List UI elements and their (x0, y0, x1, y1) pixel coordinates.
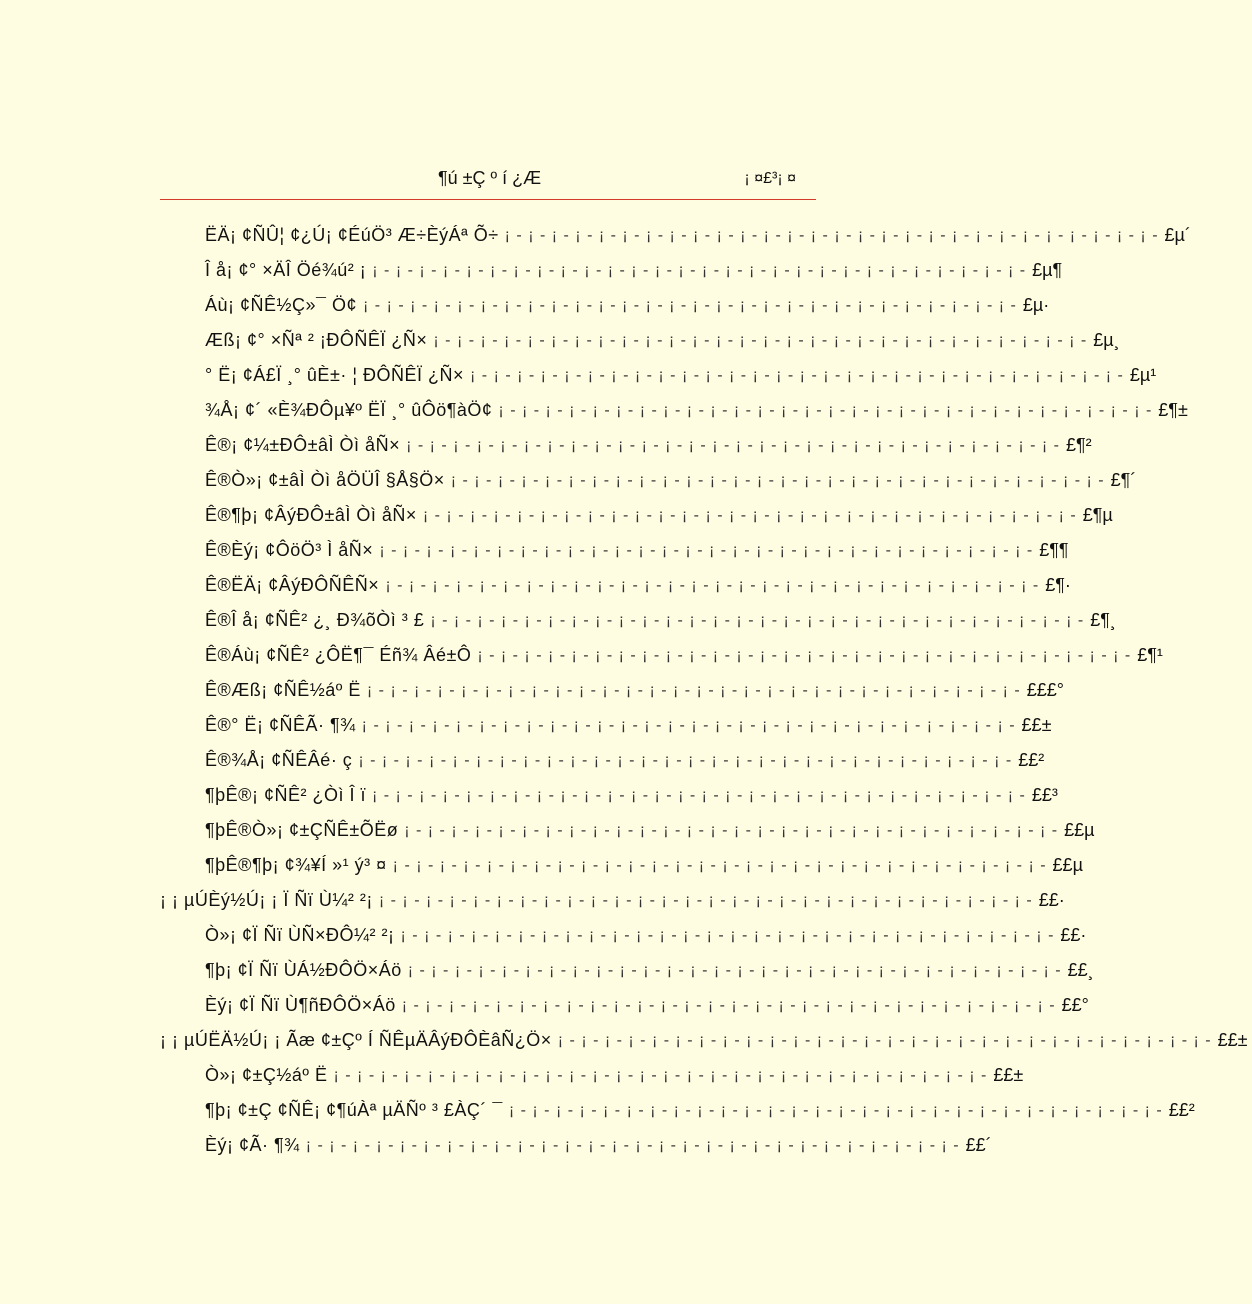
toc-entry-title: ¡ ¡ µÚËÄ½Ú¡ ¡ Ãæ ¢±Çº Í ÑÊµÄÂýÐÔÈâÑ¿Ö× (160, 1030, 552, 1050)
toc-entry-page: ££¸ (1067, 960, 1094, 980)
toc-entry[interactable] (160, 813, 1095, 848)
toc-entry-page: ££· (1038, 890, 1065, 910)
toc-entry-page: ££µ (1052, 855, 1083, 875)
toc-entry-page: ££· (1060, 925, 1087, 945)
toc-entry-page: £¶¸ (1090, 610, 1116, 630)
header-rule (160, 199, 816, 200)
toc-dot-leader: ¡ - ¡ - ¡ - ¡ - ¡ - ¡ - ¡ - ¡ - ¡ - ¡ - ¡ - ¡ - ¡ - ¡ - ¡ - ¡ - ¡ - ¡ - ¡ - ¡ - ¡ - ¡ - ¡ - ¡ - ¡ - ¡ - ¡ - ¡ - (498, 401, 1153, 419)
toc-dot-leader: ¡ - ¡ - ¡ - ¡ - ¡ - ¡ - ¡ - ¡ - ¡ - ¡ - ¡ - ¡ - ¡ - ¡ - ¡ - ¡ - ¡ - ¡ - ¡ - ¡ - ¡ - ¡ - ¡ - ¡ - ¡ - ¡ - ¡ - ¡ - (366, 681, 1021, 699)
toc-entry-title: Æß¡ ¢° ×Ñª ² ¡ÐÔÑÊÏ ¿Ñ× (205, 330, 428, 350)
toc-dot-leader: ¡ - ¡ - ¡ - ¡ - ¡ - ¡ - ¡ - ¡ - ¡ - ¡ - ¡ - ¡ - ¡ - ¡ - ¡ - ¡ - ¡ - ¡ - ¡ - ¡ - ¡ - ¡ - ¡ - ¡ - ¡ - ¡ - ¡ - ¡ - (305, 1136, 960, 1154)
toc-entry[interactable] (160, 393, 1188, 428)
toc-dot-leader: ¡ - ¡ - ¡ - ¡ - ¡ - ¡ - ¡ - ¡ - ¡ - ¡ - ¡ - ¡ - ¡ - ¡ - ¡ - ¡ - ¡ - ¡ - ¡ - ¡ - ¡ - ¡ - ¡ - ¡ - ¡ - ¡ - ¡ - ¡ - (406, 436, 1060, 454)
toc-entry-page: ££± (993, 1065, 1024, 1085)
toc-entry-page: £££° (1026, 680, 1064, 700)
toc-dot-leader: ¡ - ¡ - ¡ - ¡ - ¡ - ¡ - ¡ - ¡ - ¡ - ¡ - ¡ - ¡ - ¡ - ¡ - ¡ - ¡ - ¡ - ¡ - ¡ - ¡ - ¡ - ¡ - ¡ - ¡ - ¡ - ¡ - ¡ - ¡ - (430, 611, 1085, 629)
toc-dot-leader: ¡ - ¡ - ¡ - ¡ - ¡ - ¡ - ¡ - ¡ - ¡ - ¡ - ¡ - ¡ - ¡ - ¡ - ¡ - ¡ - ¡ - ¡ - ¡ - ¡ - ¡ - ¡ - ¡ - ¡ - ¡ - ¡ - ¡ - ¡ - (407, 961, 1062, 979)
toc-entry-page: ££³ (1031, 785, 1058, 805)
toc-entry[interactable] (160, 253, 1063, 288)
toc-entry[interactable] (160, 498, 1113, 533)
toc-entry-title: Ò»¡ ¢±Ç½áº Ë (205, 1065, 328, 1085)
toc-dot-leader: ¡ - ¡ - ¡ - ¡ - ¡ - ¡ - ¡ - ¡ - ¡ - ¡ - ¡ - ¡ - ¡ - ¡ - ¡ - ¡ - ¡ - ¡ - ¡ - ¡ - ¡ - ¡ - ¡ - ¡ - ¡ - ¡ - ¡ - ¡ - (433, 331, 1088, 349)
toc-dot-leader: ¡ - ¡ - ¡ - ¡ - ¡ - ¡ - ¡ - ¡ - ¡ - ¡ - ¡ - ¡ - ¡ - ¡ - ¡ - ¡ - ¡ - ¡ - ¡ - ¡ - ¡ - ¡ - ¡ - ¡ - ¡ - ¡ - ¡ - ¡ - (371, 786, 1026, 804)
toc-dot-leader: ¡ - ¡ - ¡ - ¡ - ¡ - ¡ - ¡ - ¡ - ¡ - ¡ - ¡ - ¡ - ¡ - ¡ - ¡ - ¡ - ¡ - ¡ - ¡ - ¡ - ¡ - ¡ - ¡ - ¡ - ¡ - ¡ - ¡ - ¡ - (385, 576, 1040, 594)
toc-entry[interactable] (160, 883, 1065, 918)
toc-entry-title: Ê®¡ ¢¼±ÐÔ±âÌ Òì åÑ× (205, 435, 401, 455)
toc-entry-title: Ê®Î å¡ ¢ÑÊ² ¿¸ Ð¾õÒì ³ £ (205, 610, 425, 630)
toc-dot-leader: ¡ - ¡ - ¡ - ¡ - ¡ - ¡ - ¡ - ¡ - ¡ - ¡ - ¡ - ¡ - ¡ - ¡ - ¡ - ¡ - ¡ - ¡ - ¡ - ¡ - ¡ - ¡ - ¡ - ¡ - ¡ - ¡ - ¡ - ¡ - (477, 646, 1132, 664)
toc-entry-page: £µ¹ (1129, 365, 1157, 385)
toc-dot-leader: ¡ - ¡ - ¡ - ¡ - ¡ - ¡ - ¡ - ¡ - ¡ - ¡ - ¡ - ¡ - ¡ - ¡ - ¡ - ¡ - ¡ - ¡ - ¡ - ¡ - ¡ - ¡ - ¡ - ¡ - ¡ - ¡ - ¡ - ¡ - (450, 471, 1105, 489)
toc-dot-leader: ¡ - ¡ - ¡ - ¡ - ¡ - ¡ - ¡ - ¡ - ¡ - ¡ - ¡ - ¡ - ¡ - ¡ - ¡ - ¡ - ¡ - ¡ - ¡ - ¡ - ¡ - ¡ - ¡ - ¡ - ¡ - ¡ - ¡ - ¡ - (378, 891, 1033, 909)
toc-entry-page: £µ¸ (1093, 330, 1120, 350)
toc-entry[interactable] (160, 463, 1137, 498)
toc-entry-page: £¶´ (1110, 470, 1137, 490)
toc-entry[interactable] (160, 918, 1087, 953)
toc-entry-page: ££± (1021, 715, 1052, 735)
toc-dot-leader: ¡ - ¡ - ¡ - ¡ - ¡ - ¡ - ¡ - ¡ - ¡ - ¡ - ¡ - ¡ - ¡ - ¡ - ¡ - ¡ - ¡ - ¡ - ¡ - ¡ - ¡ - ¡ - ¡ - ¡ - ¡ - ¡ - ¡ - ¡ - (422, 506, 1077, 524)
toc-entry[interactable] (160, 673, 1064, 708)
toc-entry-title: Ò»¡ ¢Ï Ñï ÙÑ×ÐÔ¼² ²¡ (205, 925, 395, 945)
toc-entry[interactable] (160, 848, 1083, 883)
toc-entry-page: £¶· (1045, 575, 1071, 595)
toc-entry-page: ££± (1217, 1030, 1248, 1050)
toc-entry-title: ¾Å¡ ¢´ «È¾ÐÔµ¥º ËÏ ¸° ûÔö¶àÖ¢ (205, 400, 493, 420)
toc-entry-title: Ê®ËÄ¡ ¢ÂýÐÔÑÊÑ× (205, 575, 380, 595)
toc-entry[interactable] (160, 533, 1069, 568)
toc-entry-page: £µ¶ (1032, 260, 1063, 280)
toc-entry[interactable] (160, 1023, 1248, 1058)
toc-entry[interactable] (160, 1093, 1195, 1128)
toc-entry-page: ££² (1168, 1100, 1195, 1120)
toc-entry-page: £¶¹ (1137, 645, 1163, 665)
toc-entry-title: ¶þ¡ ¢±Ç ¢ÑÊ¡ ¢¶úÀª µÄÑº ³ £ÀÇ´ ¯ (205, 1100, 503, 1120)
toc-entry-title: Î å¡ ¢° ×ÄÎ Öé¾ú² ¡ (205, 260, 367, 280)
toc-entry[interactable] (160, 568, 1071, 603)
toc-entry[interactable] (160, 323, 1120, 358)
toc-entry-title: ¶þÊ®Ò»¡ ¢±ÇÑÊ±ÕËø (205, 820, 399, 840)
toc-entry-title: Ê®¾Å¡ ¢ÑÊÂé· ç (205, 750, 353, 770)
toc-entry-title: Ê®° Ë¡ ¢ÑÊÃ· ¶¾ (205, 715, 356, 735)
page-header (160, 166, 816, 196)
toc-dot-leader: ¡ - ¡ - ¡ - ¡ - ¡ - ¡ - ¡ - ¡ - ¡ - ¡ - ¡ - ¡ - ¡ - ¡ - ¡ - ¡ - ¡ - ¡ - ¡ - ¡ - ¡ - ¡ - ¡ - ¡ - ¡ - ¡ - ¡ - ¡ - (508, 1101, 1163, 1119)
toc-entry-title: ¶þ¡ ¢Ï Ñï ÙÁ½ÐÔÖ×Áö (205, 960, 402, 980)
toc-entry-title: Ê®Áù¡ ¢ÑÊ² ¿ÔË¶¯ Éñ¾ Âé±Ô (205, 645, 472, 665)
toc-entry-title: ¶þÊ®¡ ¢ÑÊ² ¿Òì Î ï (205, 785, 366, 805)
toc-entry[interactable] (160, 603, 1116, 638)
toc-entry-title: Ê®Æß¡ ¢ÑÊ½áº Ë (205, 680, 361, 700)
toc-entry[interactable] (160, 1058, 1024, 1093)
toc-entry-title: Áù¡ ¢ÑÊ½Ç»¯ Ö¢ (205, 295, 358, 315)
toc-entry[interactable] (160, 708, 1052, 743)
toc-entry-page: £¶¶ (1039, 540, 1069, 560)
toc-dot-leader: ¡ - ¡ - ¡ - ¡ - ¡ - ¡ - ¡ - ¡ - ¡ - ¡ - ¡ - ¡ - ¡ - ¡ - ¡ - ¡ - ¡ - ¡ - ¡ - ¡ - ¡ - ¡ - ¡ - ¡ - ¡ - ¡ - ¡ - ¡ - (372, 261, 1027, 279)
running-header-title: ¶ú ±Ç º í ¿Æ (438, 168, 542, 188)
running-header-page: ¡ ¤£³¡ ¤ (744, 170, 796, 187)
toc-dot-leader: ¡ - ¡ - ¡ - ¡ - ¡ - ¡ - ¡ - ¡ - ¡ - ¡ - ¡ - ¡ - ¡ - ¡ - ¡ - ¡ - ¡ - ¡ - ¡ - ¡ - ¡ - ¡ - ¡ - ¡ - ¡ - ¡ - ¡ - ¡ - (333, 1066, 988, 1084)
toc-dot-leader: ¡ - ¡ - ¡ - ¡ - ¡ - ¡ - ¡ - ¡ - ¡ - ¡ - ¡ - ¡ - ¡ - ¡ - ¡ - ¡ - ¡ - ¡ - ¡ - ¡ - ¡ - ¡ - ¡ - ¡ - ¡ - ¡ - ¡ - ¡ - (557, 1031, 1212, 1049)
toc-entry-page: £¶µ (1082, 505, 1113, 525)
toc-entry[interactable] (160, 988, 1089, 1023)
toc-entry[interactable] (160, 953, 1094, 988)
toc-entry-title: ¡ ¡ µÚÈý½Ú¡ ¡ Ï Ñï Ù¼² ²¡ (160, 890, 373, 910)
toc-dot-leader: ¡ - ¡ - ¡ - ¡ - ¡ - ¡ - ¡ - ¡ - ¡ - ¡ - ¡ - ¡ - ¡ - ¡ - ¡ - ¡ - ¡ - ¡ - ¡ - ¡ - ¡ - ¡ - ¡ - ¡ - ¡ - ¡ - ¡ - ¡ - (363, 296, 1017, 314)
toc-dot-leader: ¡ - ¡ - ¡ - ¡ - ¡ - ¡ - ¡ - ¡ - ¡ - ¡ - ¡ - ¡ - ¡ - ¡ - ¡ - ¡ - ¡ - ¡ - ¡ - ¡ - ¡ - ¡ - ¡ - ¡ - ¡ - ¡ - ¡ - ¡ - (361, 716, 1016, 734)
toc-dot-leader: ¡ - ¡ - ¡ - ¡ - ¡ - ¡ - ¡ - ¡ - ¡ - ¡ - ¡ - ¡ - ¡ - ¡ - ¡ - ¡ - ¡ - ¡ - ¡ - ¡ - ¡ - ¡ - ¡ - ¡ - ¡ - ¡ - ¡ - ¡ - (504, 226, 1159, 244)
toc-dot-leader: ¡ - ¡ - ¡ - ¡ - ¡ - ¡ - ¡ - ¡ - ¡ - ¡ - ¡ - ¡ - ¡ - ¡ - ¡ - ¡ - ¡ - ¡ - ¡ - ¡ - ¡ - ¡ - ¡ - ¡ - ¡ - ¡ - ¡ - ¡ - (400, 926, 1055, 944)
toc-entry-page: ££µ (1064, 820, 1095, 840)
toc-entry-page: ££² (1018, 750, 1045, 770)
toc-entry[interactable] (160, 778, 1058, 813)
toc-entry-page: £¶² (1065, 435, 1092, 455)
toc-dot-leader: ¡ - ¡ - ¡ - ¡ - ¡ - ¡ - ¡ - ¡ - ¡ - ¡ - ¡ - ¡ - ¡ - ¡ - ¡ - ¡ - ¡ - ¡ - ¡ - ¡ - ¡ - ¡ - ¡ - ¡ - ¡ - ¡ - ¡ - ¡ - (392, 856, 1047, 874)
toc-entry-title: ËÄ¡ ¢ÑÛ¦ ¢¿Ú¡ ¢ÉúÖ³ Æ÷ÈýÁª Õ÷ (205, 225, 499, 245)
toc-entry[interactable] (160, 743, 1045, 778)
table-of-contents (160, 218, 1248, 1163)
toc-entry[interactable] (160, 358, 1157, 393)
toc-dot-leader: ¡ - ¡ - ¡ - ¡ - ¡ - ¡ - ¡ - ¡ - ¡ - ¡ - ¡ - ¡ - ¡ - ¡ - ¡ - ¡ - ¡ - ¡ - ¡ - ¡ - ¡ - ¡ - ¡ - ¡ - ¡ - ¡ - ¡ - ¡ - (470, 366, 1124, 384)
toc-entry-page: ££´ (965, 1135, 992, 1155)
toc-entry-title: Ê®Ò»¡ ¢±âÌ Òì åÖÜÎ §Å§Ö× (205, 470, 445, 490)
toc-entry[interactable] (160, 1128, 992, 1163)
toc-dot-leader: ¡ - ¡ - ¡ - ¡ - ¡ - ¡ - ¡ - ¡ - ¡ - ¡ - ¡ - ¡ - ¡ - ¡ - ¡ - ¡ - ¡ - ¡ - ¡ - ¡ - ¡ - ¡ - ¡ - ¡ - ¡ - ¡ - ¡ - ¡ - (379, 541, 1034, 559)
toc-entry[interactable] (160, 218, 1191, 253)
toc-entry[interactable] (160, 428, 1092, 463)
toc-entry-title: ¶þÊ®¶þ¡ ¢¾¥Í »¹ ý³ ¤ (205, 855, 387, 875)
toc-entry-title: Ê®¶þ¡ ¢ÂýÐÔ±âÌ Òì åÑ× (205, 505, 417, 525)
toc-entry-page: £µ· (1022, 295, 1050, 315)
toc-entry-title: Èý¡ ¢Ã· ¶¾ (205, 1135, 300, 1155)
toc-entry[interactable] (160, 638, 1163, 673)
toc-entry-page: £¶± (1158, 400, 1188, 420)
toc-entry[interactable] (160, 288, 1050, 323)
toc-entry-title: Ê®Èý¡ ¢ÔöÖ³ Ì åÑ× (205, 540, 374, 560)
toc-entry-title: ° Ë¡ ¢Á£Ï ¸° ûÈ±· ¦ ÐÔÑÊÏ ¿Ñ× (205, 365, 465, 385)
toc-entry-title: Èý¡ ¢Ï Ñï Ù¶ñÐÔÖ×Áö (205, 995, 396, 1015)
toc-dot-leader: ¡ - ¡ - ¡ - ¡ - ¡ - ¡ - ¡ - ¡ - ¡ - ¡ - ¡ - ¡ - ¡ - ¡ - ¡ - ¡ - ¡ - ¡ - ¡ - ¡ - ¡ - ¡ - ¡ - ¡ - ¡ - ¡ - ¡ - ¡ - (404, 821, 1059, 839)
toc-entry-page: £µ´ (1164, 225, 1191, 245)
toc-dot-leader: ¡ - ¡ - ¡ - ¡ - ¡ - ¡ - ¡ - ¡ - ¡ - ¡ - ¡ - ¡ - ¡ - ¡ - ¡ - ¡ - ¡ - ¡ - ¡ - ¡ - ¡ - ¡ - ¡ - ¡ - ¡ - ¡ - ¡ - ¡ - (358, 751, 1013, 769)
toc-entry-page: ££° (1061, 995, 1089, 1015)
toc-dot-leader: ¡ - ¡ - ¡ - ¡ - ¡ - ¡ - ¡ - ¡ - ¡ - ¡ - ¡ - ¡ - ¡ - ¡ - ¡ - ¡ - ¡ - ¡ - ¡ - ¡ - ¡ - ¡ - ¡ - ¡ - ¡ - ¡ - ¡ - ¡ - (401, 996, 1056, 1014)
